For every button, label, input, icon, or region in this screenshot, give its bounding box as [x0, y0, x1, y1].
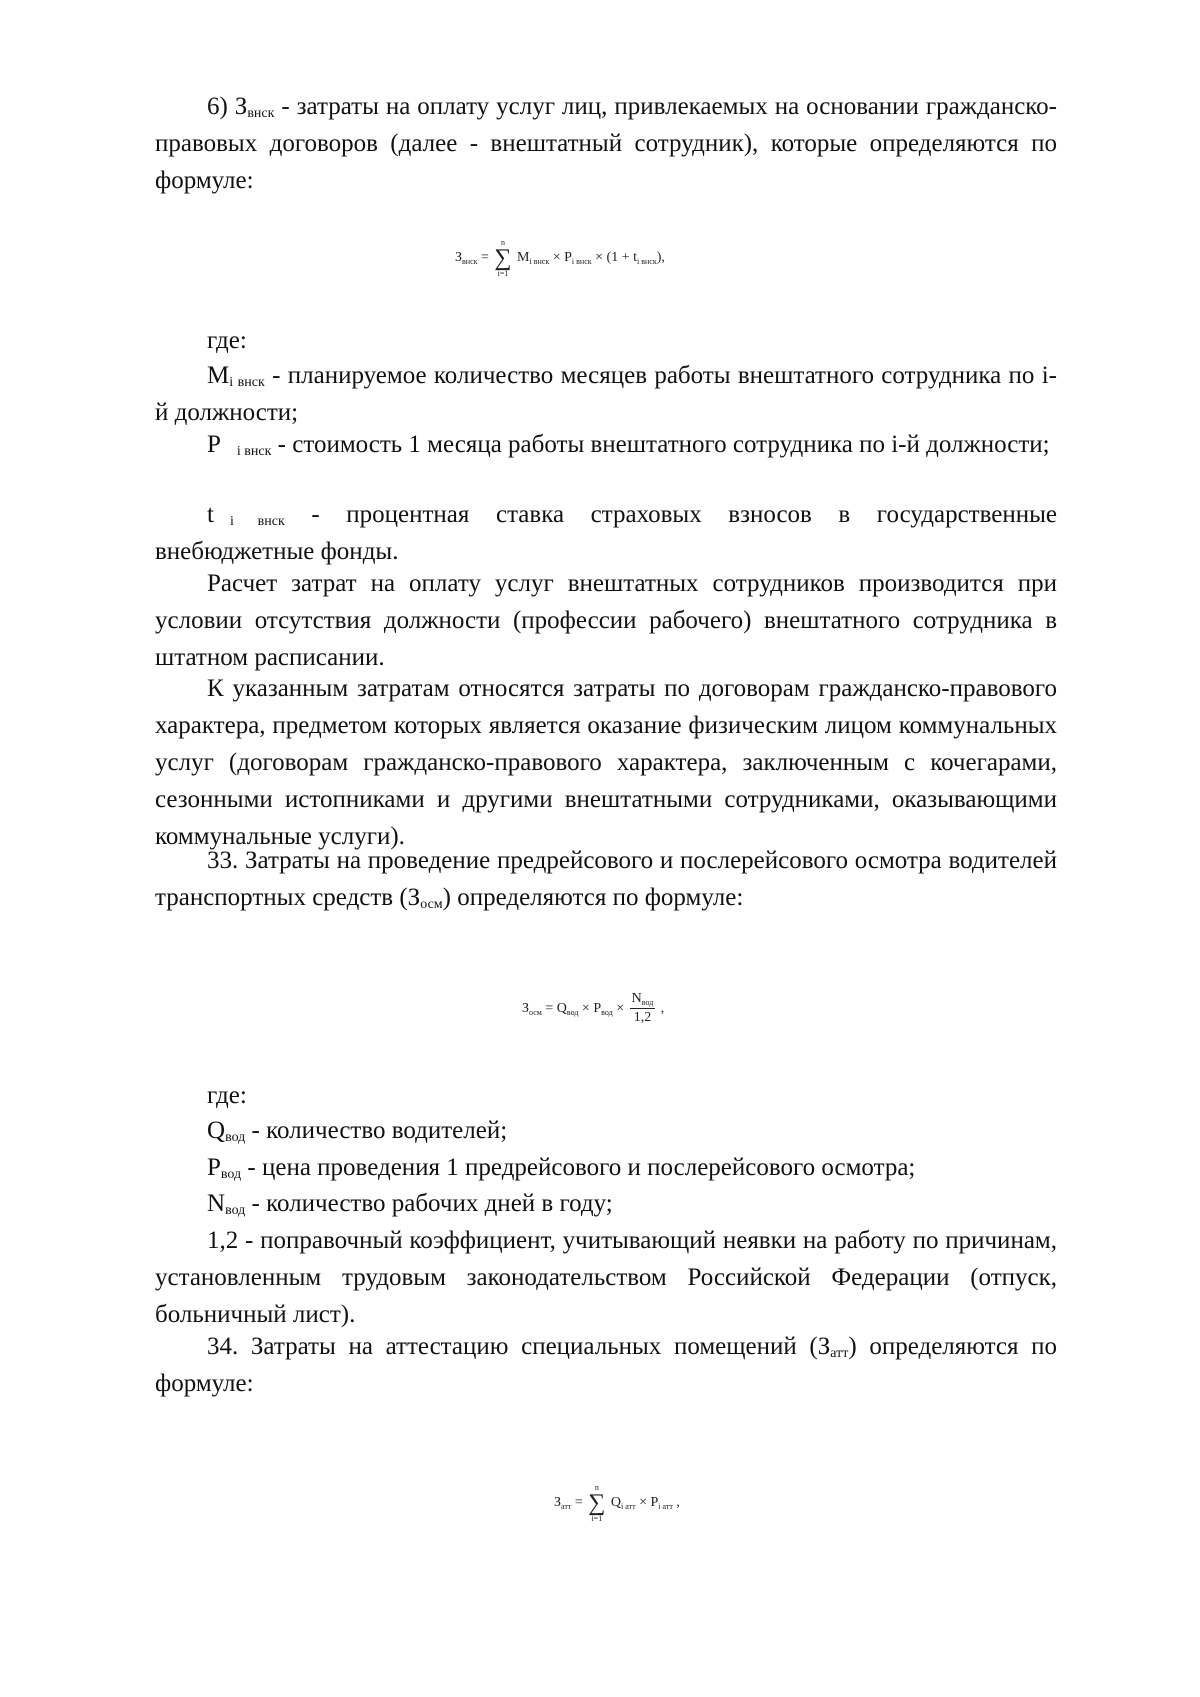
formula-1-term-p: $P_{i внск}$ [564, 250, 592, 266]
paragraph-6-text: - затраты на оплату услуг лиц, привлекаемых на основании гражданско-правовых договоров (далее - внештатный сотрудник), которые определяются по формуле: [155, 93, 1057, 194]
formula-2-times-2: × [616, 1000, 625, 1016]
paragraph-related-costs: К указанным затратам относятся затраты по договорам гражданско-правового характера, предметом которых является оказание физическим лицом коммунальных услуг (договорам гражданско-правового характера, заключенным с кочегарами, сезонными истопниками и другими внештатными сотрудниками, оказывающими коммунальные услуги). [155, 675, 1057, 850]
formula-external-staff-cost [455, 238, 665, 278]
formula-3-equals: = [574, 1495, 583, 1510]
paragraph-6-lead: 6) З [207, 93, 248, 120]
formula-1-term-t: $(1 + t_{i внск})$, [606, 250, 665, 266]
formula-2-term-q: $Q_{вод}$ [556, 1000, 579, 1017]
formula-2-comma: , [660, 1000, 665, 1016]
paragraph-33-driver-inspection: 33. Затраты на проведение предрейсового и послерейсового осмотра водителей транспортных средств $(З_{осм})$ определяются по формуле: [155, 847, 1057, 912]
paragraph-6-lead-subscript: внск [247, 106, 275, 121]
where-label-2: где: [207, 1082, 247, 1109]
definition-m: $М_{i внск}$ - планируемое количество месяцев работы внештатного сотрудника по i-й должности; [155, 362, 1057, 426]
definition-n-working-days: $N_{вод}$ - количество рабочих дней в году; [207, 1190, 613, 1218]
paragraph-calculation-condition: Расчет затрат на оплату услуг внештатных сотрудников производится при условии отсутствия должности (профессии рабочего) внештатного сотрудника в штатном расписании. [155, 570, 1057, 671]
formula-1-summation: n ∑ i=1 [494, 238, 512, 278]
definition-p-inspection-price: $Р_{вод}$ - цена проведения 1 предрейсового и послерейсового осмотра; [207, 1154, 916, 1182]
where-label-1: где: [207, 327, 247, 354]
definition-q-drivers: $Q_{вод}$ - количество водителей; [207, 1117, 508, 1145]
definition-p: Р $_{i внск}$ - стоимость 1 месяца работы внештатного сотрудника по i-й должности; [207, 431, 1050, 459]
formula-2-lhs: $З_{осм}$ [522, 1000, 542, 1017]
formula-1-equals: = [481, 250, 489, 265]
formula-3-times: × [639, 1495, 647, 1510]
formula-3-term-p: $P_{i атт}$ [650, 1495, 673, 1511]
formula-1-lhs: $З_{внск}$ [455, 250, 478, 266]
formula-1-times-2: × [595, 250, 604, 265]
paragraph-6-external-staff [155, 88, 1057, 199]
formula-3-lhs: $З_{атт}$ [554, 1495, 572, 1511]
definition-coefficient: 1,2 - поправочный коэффициент, учитывающий неявки на работу по причинам, установленным трудовым законодательством Российской Федерации (отпуск, больничный лист). [155, 1227, 1057, 1328]
formula-driver-inspection-cost [522, 992, 664, 1025]
formula-2-equals: = [545, 1000, 554, 1016]
formula-1-times: × [552, 250, 561, 265]
formula-1-term-m: $M_{i внск}$ [517, 250, 550, 266]
formula-3-comma: , [676, 1495, 680, 1510]
paragraph-34-attestation: 34. Затраты на аттестацию специальных помещений $(З_{атт})$ определяются по формуле: [155, 1333, 1057, 1397]
definition-t: t $_{i внск}$ - процентная ставка страховых взносов в государственные внебюджетные фонды. [155, 501, 1057, 565]
formula-2-fraction: $\frac{N_{вод}}{1,2}$ [631, 991, 654, 1025]
formula-3-summation: n ∑ i=1 [588, 1483, 606, 1523]
formula-2-term-p: $P_{вод}$ [593, 1000, 613, 1017]
formula-attestation-cost [554, 1483, 680, 1523]
formula-2-times: × [581, 1000, 590, 1016]
formula-3-term-q: $Q_{i атт}$ [610, 1495, 636, 1511]
